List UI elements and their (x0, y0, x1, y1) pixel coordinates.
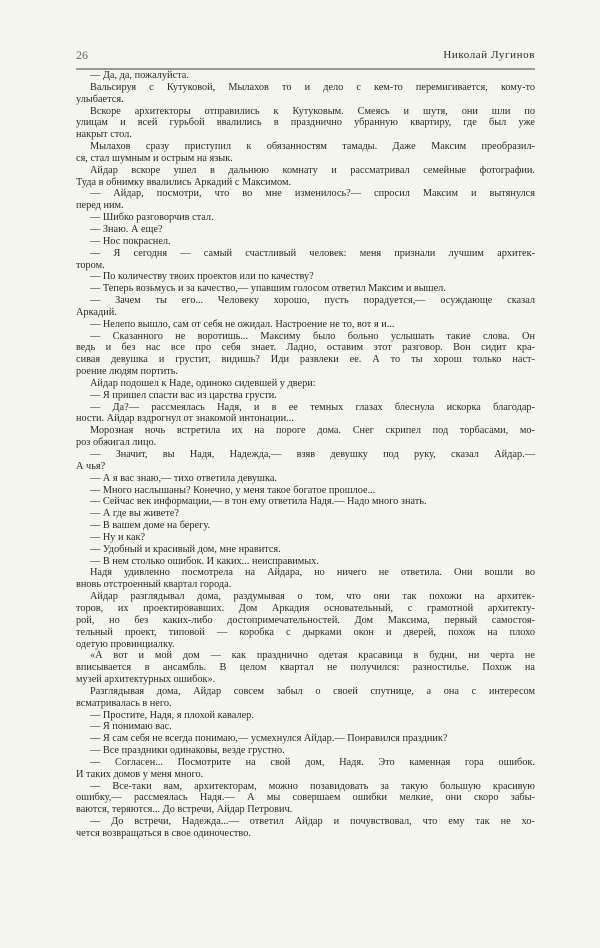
paragraph (76, 556, 535, 568)
paragraph (76, 473, 535, 485)
paragraph (76, 733, 535, 745)
text-line: — Знаю. А еще? (90, 223, 163, 235)
text-line: всматривалась в него. (76, 697, 172, 709)
text-line: — Я пришел спасти вас из царства грусти. (90, 389, 277, 401)
text-line: — Сказанного не воротишь... Максиму было больно услышать такие слова. Он (90, 330, 535, 342)
text-line: — Зачем ты его... Человеку хорошо, пусть порадуется,— осуждающе сказал (90, 295, 535, 307)
text-line: — Все-таки вам, архитекторам, можно позавидовать за такую большую красивую (90, 780, 535, 792)
text-line: Айдар вскоре ушел в дальнюю комнату и рассматривал семейные фотографии. (90, 164, 535, 176)
paragraph (76, 721, 535, 733)
text-line: перед ним. (76, 200, 124, 212)
paragraph (76, 496, 535, 508)
paragraph (76, 816, 535, 840)
paragraph (76, 485, 535, 497)
paragraph (76, 425, 535, 449)
text-line: — Нос покраснел. (90, 235, 171, 247)
paragraph (76, 212, 535, 224)
text-line: Надя удивленно посмотрела на Айдара, но ничего не ответила. Они вошли во (90, 567, 535, 579)
paragraph (76, 331, 535, 378)
text-line: ся, стал шумным и острым на язык. (76, 152, 233, 164)
paragraph (76, 271, 535, 283)
text-line: вновь отстроенный квартал города. (76, 579, 232, 591)
paragraph (76, 106, 535, 142)
text-line: — Да?— рассмеялась Надя, и в ее темных глазах блеснула искорка благодар- (90, 401, 535, 413)
text-line: «А вот и мой дом — как празднично одетая красавица в будни, ни черта не (90, 650, 535, 662)
paragraph (76, 508, 535, 520)
paragraph (76, 544, 535, 556)
paragraph (76, 686, 535, 710)
text-line: улицам и всей гурьбой ввалились в празднично убранную квартиру, где был уже (76, 117, 535, 129)
text-line: — Удобный и красивый дом, мне нравится. (90, 543, 281, 555)
text-line: тельный проект, типовой — коробка с дырками окон и дверей, похож на плохо (76, 626, 535, 638)
text-line: одетую провинциалку. (76, 638, 175, 650)
text-line: сивая девушка и грустит, видишь? Иди развлеки ее. А то ты хорош только наст- (76, 354, 535, 366)
text-line: — По количеству твоих проектов или по качеству? (90, 271, 314, 283)
paragraph (76, 757, 535, 781)
paragraph (76, 295, 535, 319)
paragraph (76, 188, 535, 212)
text-line: вписывается в ансамбль. В целом квартал не получился: разностилье. Похож на (76, 662, 535, 674)
paragraph (76, 532, 535, 544)
text-line: — Нелепо вышло, сам от себя не ожидал. Настроение не то, вот я и... (90, 318, 395, 330)
text-line: накрыт стол. (76, 129, 132, 141)
text-line: — Значит, вы Надя, Надежда,— взяв девушку под руку, сказал Айдар.— (90, 449, 535, 460)
paragraph (76, 319, 535, 331)
text-line: ошибку,— рассмеялась Надя.— А мы совершаем ошибки мелкие, они скоро забы- (76, 792, 535, 804)
paragraph (76, 710, 535, 722)
text-line: — До встречи, Надежда...— ответил Айдар и почувствовал, что ему так не хо- (90, 816, 535, 828)
text-line: — Я сегодня — самый счастливый человек: меня признали лучшим архитек- (90, 247, 535, 259)
paragraph (76, 141, 535, 165)
text-line: — Ну и как? (90, 531, 146, 543)
paragraph (76, 82, 535, 106)
running-header (76, 46, 535, 66)
text-line: — А где вы живете? (90, 508, 179, 520)
text-line: роз обжигал лицо. (76, 437, 157, 449)
text-line: — Да, да, пожалуйста. (90, 70, 189, 81)
text-line: — Согласен... Посмотрите на свой дом, Надя. Это каменная гора ошибок. (90, 756, 535, 768)
text-line: ваются, теряются... До встречи, Айдар Петрович. (76, 804, 293, 816)
text-line: Айдар подошел к Наде, одиноко сидевшей у двери: (90, 377, 316, 389)
text-line: роение людям портить. (76, 366, 178, 378)
paragraph (76, 745, 535, 757)
text-line: чется возвращаться в свое одиночество. (76, 828, 251, 839)
text-line: Аркадий. (76, 306, 117, 318)
text-line: тором. (76, 259, 105, 271)
text-line: — Шибко разговорчив стал. (90, 212, 214, 224)
text-line: рой, но без каких-либо достопримечательностей. Дом Максима, первый самостоя- (76, 614, 535, 626)
paragraph (76, 236, 535, 248)
paragraph (76, 224, 535, 236)
text-line: А чья? (76, 460, 106, 472)
paragraph (76, 449, 535, 473)
page-body-text (76, 70, 535, 840)
text-line: Разглядывая дома, Айдар совсем забыл о своей спутнице, а она с интересом (90, 685, 535, 697)
paragraph (76, 390, 535, 402)
page-number: 26 (76, 48, 88, 62)
paragraph (76, 781, 535, 817)
text-line: — Айдар, посмотри, что во мне изменилось?— спросил Максим и вытянулся (90, 188, 535, 200)
text-line: Айдар разглядывал дома, раздумывая о том, что они так похожи на архитек- (90, 591, 535, 603)
paragraph (76, 378, 535, 390)
text-line: Морозная ночь встретила их на пороге дома. Снег скрипел под торбасами, мо- (90, 425, 535, 437)
text-line: ведь и без нас все про себя знает. Ладно, оставим этот разговор. Вон сидит кра- (76, 342, 535, 354)
paragraph (76, 591, 535, 650)
text-line: — В вашем доме на берегу. (90, 520, 211, 532)
paragraph (76, 165, 535, 189)
text-line: улыбается. (76, 93, 124, 105)
text-line: ности. Айдар вздрогнул от знакомой интонации... (76, 413, 294, 425)
paragraph (76, 70, 535, 82)
paragraph (76, 402, 535, 426)
text-line: Мылахов сразу приступил к обязанностям тамады. Даже Максим преобразил- (90, 141, 535, 153)
paragraph (76, 520, 535, 532)
text-line: — Много наслышаны? Конечно, у меня такое богатое прошлое... (90, 484, 376, 496)
text-line: торов, их проектировавших. Дом Аркадия основательный, с грамотной архитекту- (76, 602, 535, 614)
text-line: — Теперь возьмусь и за качество,— упавшим голосом ответил Максим и вышел. (90, 283, 446, 295)
text-line: И таких домов у меня много. (76, 768, 204, 780)
paragraph (76, 567, 535, 591)
text-line: — Сейчас век информации,— в тон ему ответила Надя.— Надо много знать. (90, 496, 427, 508)
text-line: — Все праздники одинаковы, везде грустно. (90, 745, 285, 757)
text-line: — Я сам себя не всегда понимаю,— усмехнулся Айдар.— Понравился праздник? (90, 733, 448, 745)
paragraph (76, 248, 535, 272)
text-line: Туда в обнимку ввалились Аркадий с Максимом. (76, 176, 292, 188)
paragraph (76, 650, 535, 686)
text-line: — Я понимаю вас. (90, 721, 172, 733)
paragraph (76, 283, 535, 295)
text-line: — А я вас знаю,— тихо ответила девушка. (90, 472, 277, 484)
text-line: Вальсируя с Кутуковой, Мылахов то и дело с кем-то перемигивается, кому-то (90, 81, 535, 93)
running-header-author: Николай Лугинов (443, 49, 535, 61)
text-line: — Простите, Надя, я плохой кавалер. (90, 709, 254, 721)
text-line: музей архитектурных ошибок». (76, 674, 216, 686)
text-line: Вскоре архитекторы отправились к Кутуковым. Смеясь и шутя, они шли по (90, 105, 535, 117)
text-line: — В нем столько ошибок. И каких... неисправимых. (90, 555, 319, 567)
